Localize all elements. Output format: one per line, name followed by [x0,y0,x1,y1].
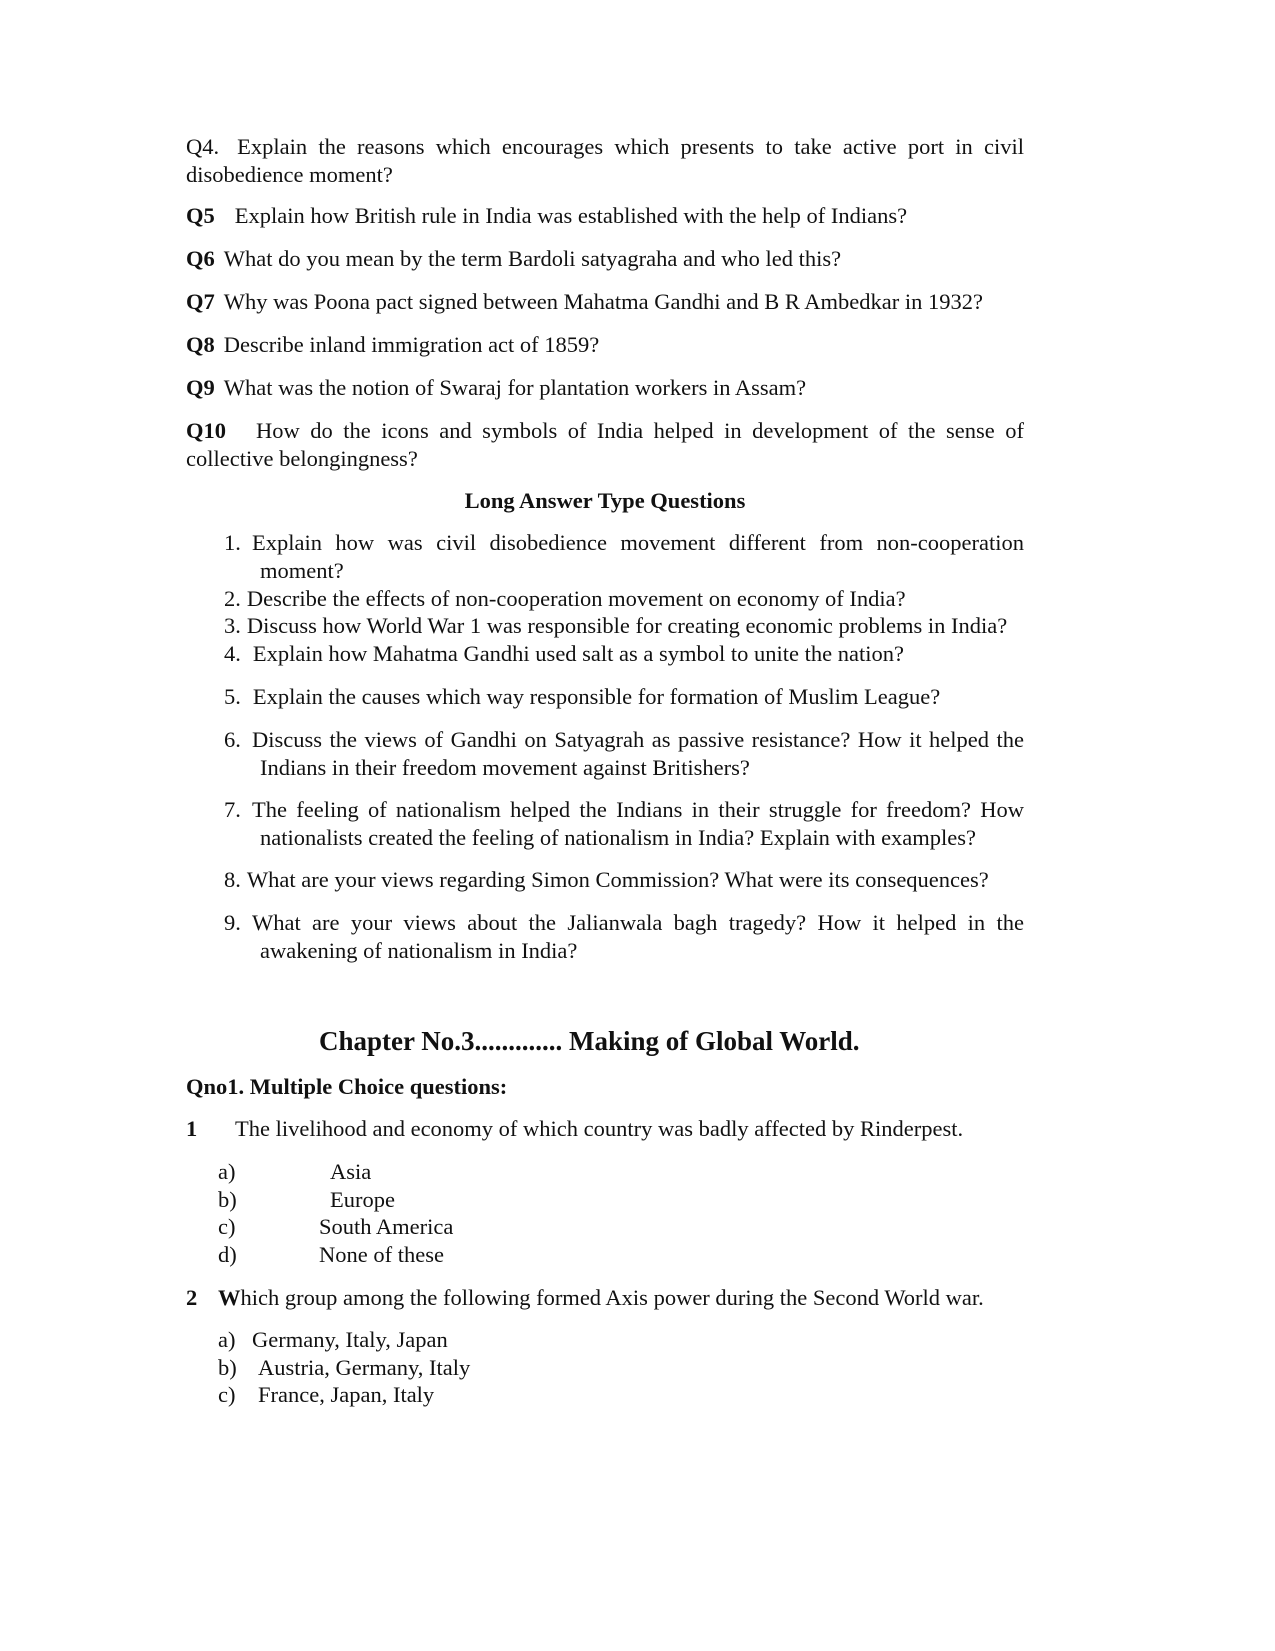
long-answer-item-line1: Discuss how World War 1 was responsible for creating economic problems in India? [246,613,1008,638]
mcq-question [186,1115,963,1143]
question-q8 [186,331,599,359]
question-q10-line2: collective belongingness? [186,446,418,471]
question-q4-label: Q4. [186,134,220,159]
mcq-option-text: None of these [319,1242,444,1267]
long-answer-heading: Long Answer Type Questions [464,488,746,513]
question-q9 [186,374,806,402]
mcq-option-label: d) [218,1242,237,1267]
chapter-title: Chapter No.3............. Making of Global World. [319,1026,860,1056]
mcq-option [218,1186,395,1214]
long-answer-item-number: 4. [224,641,241,666]
long-answer-item-line1: The feeling of nationalism helped the Indians in their struggle for freedom? How [252,797,1024,822]
long-answer-item-line1: What are your views about the Jalianwala bagh tragedy? How it helped in the [252,910,1024,935]
long-answer-item-line2: nationalists created the feeling of nationalism in India? Explain with examples? [260,825,977,850]
question-q6-text: What do you mean by the term Bardoli satyagraha and who led this? [223,246,842,271]
question-q9-label: Q9 [186,375,215,400]
question-q5-label: Q5 [186,203,215,228]
mcq-option-text: France, Japan, Italy [258,1382,435,1407]
question-q5-text: Explain how British rule in India was established with the help of Indians? [234,203,908,228]
long-answer-item-number: 6. [224,727,241,752]
question-q6 [186,245,841,273]
long-answer-item-number: 1. [224,530,241,555]
question-q5 [186,202,907,230]
question-q10-label: Q10 [186,418,227,443]
long-answer-item [224,796,1024,852]
long-answer-item-line2: Indians in their freedom movement against Britishers? [260,755,750,780]
mcq-option [218,1381,434,1409]
mcq-question-text: The livelihood and economy of which country was badly affected by Rinderpest. [235,1116,964,1141]
long-answer-item-line1: Describe the effects of non-cooperation movement on economy of India? [246,586,906,611]
long-answer-item-number: 9. [224,910,241,935]
mcq-option [218,1213,453,1241]
question-q8-text: Describe inland immigration act of 1859? [223,332,600,357]
question-q7-text: Why was Poona pact signed between Mahatma Gandhi and B R Ambedkar in 1932? [223,289,983,314]
long-answer-item-line1: Discuss the views of Gandhi on Satyagrah as passive resistance? How it helped the [252,727,1024,752]
question-q7-label: Q7 [186,289,215,314]
mcq-option-text: Europe [330,1187,395,1212]
long-answer-item-line1: Explain how Mahatma Gandhi used salt as a symbol to unite the nation? [252,641,904,666]
mcq-option-text: Asia [330,1159,372,1184]
mcq-option-label: b) [218,1187,237,1212]
long-answer-item-line1: What are your views regarding Simon Commission? What were its consequences? [246,867,989,892]
long-answer-item [224,585,906,613]
mcq-option-label: c) [218,1214,236,1239]
long-answer-item-number: 7. [224,797,241,822]
question-q6-label: Q6 [186,246,215,271]
long-answer-item-line2: awakening of nationalism in India? [260,938,578,963]
mcq-option [218,1326,448,1354]
question-q7 [186,288,983,316]
mcq-question-number: 2 [186,1285,198,1310]
long-answer-item [224,909,1024,965]
long-answer-item-line2: moment? [260,558,344,583]
long-answer-item-number: 3. [224,613,241,638]
question-q10-line1 [186,417,1024,445]
mcq-option [218,1241,444,1269]
question-q10-text: How do the icons and symbols of India helped in development of the sense of [256,418,1024,443]
long-answer-item [224,640,904,668]
mcq-option-text: South America [319,1214,454,1239]
question-q4-line2: disobedience moment? [186,162,393,187]
long-answer-item [224,726,1024,782]
mcq-option-label: a) [218,1159,236,1184]
mcq-question-text: hich group among the following formed Axis power during the Second World war. [240,1285,984,1310]
long-answer-item [224,866,989,894]
mcq-question [186,1284,984,1312]
question-q4 [186,133,1024,189]
long-answer-item-line1: Explain the causes which way responsible for formation of Muslim League? [252,684,941,709]
mcq-option-text: Germany, Italy, Japan [252,1327,448,1352]
mcq-option-text: Austria, Germany, Italy [258,1355,471,1380]
long-answer-item [224,612,1007,640]
long-answer-item-number: 8. [224,867,241,892]
mcq-option [218,1354,470,1382]
mcq-option-label: a) [218,1327,236,1352]
question-q10 [186,417,1024,473]
mcq-option-label: b) [218,1355,237,1380]
mcq-option [218,1158,371,1186]
question-q9-text: What was the notion of Swaraj for plantation workers in Assam? [223,375,807,400]
long-answer-item-line1: Explain how was civil disobedience movement different from non-cooperation [252,530,1024,555]
mcq-heading: Qno1. Multiple Choice questions: [186,1074,508,1099]
question-q4-text: Explain the reasons which encourages which presents to take active port in civil [237,134,1024,159]
long-answer-item-number: 5. [224,684,241,709]
mcq-option-label: c) [218,1382,236,1407]
long-answer-item [224,529,1024,585]
long-answer-item-number: 2. [224,586,241,611]
mcq-question-number: 1 [186,1116,198,1141]
long-answer-item [224,683,940,711]
question-q4-line1 [186,133,1024,161]
mcq-question-first-letter: W [218,1285,241,1310]
question-q8-label: Q8 [186,332,215,357]
